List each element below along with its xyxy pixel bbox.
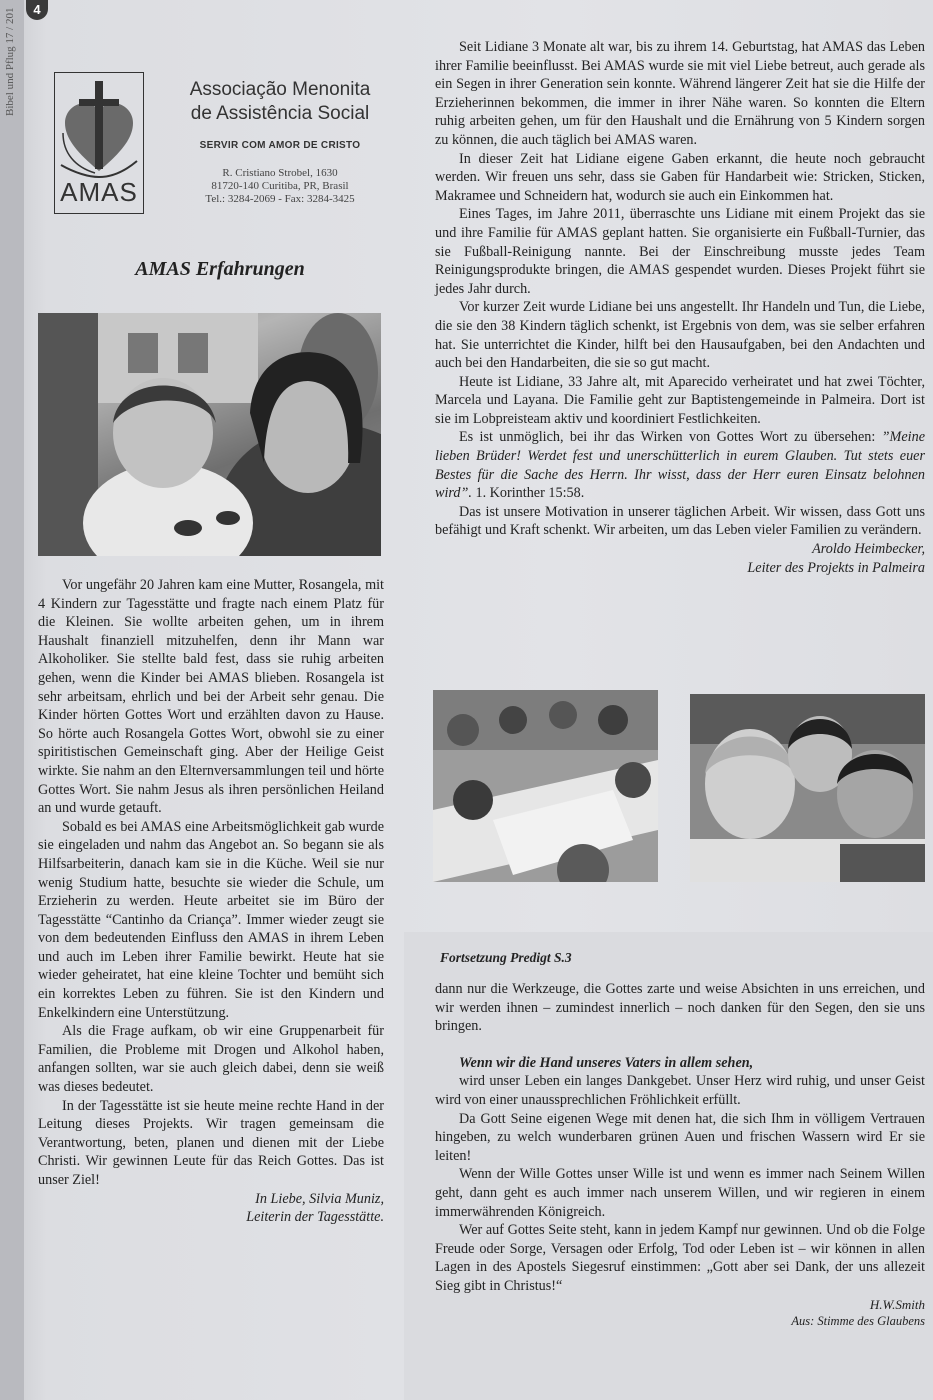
quote-intro: Es ist unmöglich, bei ihr das Wirken von Gottes Wort zu übersehen: <box>459 429 876 446</box>
page-number: 4 <box>26 0 48 20</box>
right-paragraph: Vor kurzer Zeit wurde Lidiane bei uns angestellt. Ihr Handeln und Tun, die Liebe, die sie den 38 Kindern täglich schenkt, ist Ergebnis von dem, was sie selber erfahren hat. Sie unterrichtet die Kinder, hilft bei den Hausaufgaben, bei den Andachten und auch bei den Handarbeiten, die sie so gut macht. <box>435 299 925 372</box>
amas-logo <box>54 72 144 214</box>
running-head: Bibel und Pflug 17 / 201 <box>4 8 16 117</box>
address-phone: Tel.: 3284-2069 - Fax: 3284-3425 <box>205 193 355 205</box>
bible-reference: 1. Korinther 15:58. <box>475 485 585 502</box>
right-paragraph: Heute ist Lidiane, 33 Jahre alt, mit Aparecido verheiratet und hat zwei Töchter, Marcela und Layana. Die Familie geht zur Baptistengemeinde in Palmeira. Dort ist sie im Lobpreisteam aktiv und koordiniert Festlichkeiten. <box>435 373 925 427</box>
right-column <box>435 38 925 577</box>
left-signature-role: Leiterin der Tagesstätte. <box>246 1209 384 1226</box>
photo-classroom <box>433 690 658 882</box>
left-paragraph: Als die Frage aufkam, ob wir eine Gruppenarbeit für Familien, die Probleme mit Drogen und Alkohol haben, anfangen sollten, war sie auch gleich dabei, denn sie weiß was dieses bedeutet. <box>38 1023 384 1096</box>
right-signature-name: Aroldo Heimbecker, <box>812 541 925 558</box>
org-name <box>160 78 400 126</box>
right-paragraph: Seit Lidiane 3 Monate alt war, bis zu ihrem 14. Geburtstag, hat AMAS das Leben ihrer Familie beeinflusst. Bei AMAS wurde sie mit viel Liebe betreut, auch gerade als ein Segen in ihrer Generation sein konnte. Während längerer Zeit hat sie die Hilfe der Erzieherinnen bekommen, die immer in ihrer Nähe waren. So konnten die Eltern ruhig arbeiten gehen, um für den Haushalt und die Ernährung von 5 Kindern sorgen zu können, die auch täglich bei AMAS waren. <box>435 39 925 148</box>
page-margin <box>0 0 24 1400</box>
quote-block <box>435 428 925 502</box>
bible-quote: ”Meine lieben Brüder! Werdet fest und unerschütterlich in eurem Glauben. Tut stets euer Bestes für die Sache des Herrn. Ihr wisst, dass der Herr euren Einsatz belohnen wird”. <box>435 429 925 502</box>
left-signature-name: In Liebe, Silvia Muniz, <box>255 1190 384 1207</box>
box-paragraph: dann nur die Werkzeuge, die Gottes zarte und weise Absichten in uns erreichen, und wir werden ihnen – zumindest innerlich – noch danken für den Segen, den sie uns bringen. <box>435 981 925 1035</box>
left-column <box>38 576 384 1227</box>
continuation-text <box>435 980 925 1328</box>
left-paragraph: In der Tagesstätte ist sie heute meine rechte Hand in der Leitung dieses Projekts. Wir tragen gemeinsam die Verantwortung, beten, planen und dienen mit der Liebe Christi. Wir gewinnen Leute für das Reich Gottes. Das ist unser Ziel! <box>38 1097 384 1188</box>
photo-children <box>690 694 925 882</box>
box-paragraph: wird unser Leben ein langes Dankgebet. Unser Herz wird ruhig, und unser Geist wird von einer unaussprechlichen Fröhlichkeit erfüllt. <box>435 1073 925 1108</box>
right-signature-role: Leiter des Projekts in Palmeira <box>747 559 925 576</box>
left-paragraph: Sobald es bei AMAS eine Arbeitsmöglichkeit gab wurde sie eingeladen und nahm das Angebot an. So begann sie als Hilfsarbeiterin, danach kam sie in die Küche. Weil sie nur wenig Studium hatte, besuchte sie wieder die Schule, um Erzieherin zu werden. Heute arbeitet sie im Büro der Tagesstätte “Cantinho da Criança”. Immer wieder zeugt sie von dem bedeutenden Einfluss den AMAS in ihrem Leben und auch im Leben ihrer Familie bewirkt. Heute hat sie wieder geheiratet, hat eine kleine Tochter und bemüht sich ein korrektes Leben zu führen. Sie ist den Kindern und Enkelkindern eine Unterstützung. <box>38 818 384 1021</box>
box-paragraph: Da Gott Seine eigenen Wege mit denen hat, die sich Ihm in völligem Vertrauen hingeben, zu welch wunderbaren grünen Auen und frischen Wassern wird Er sie leiten! <box>435 1110 925 1164</box>
left-paragraph: Vor ungefähr 20 Jahren kam eine Mutter, Rosangela, mit 4 Kindern zur Tagesstätte und fragte nach einem Platz für die Kleinen. Sie wollte arbeiten gehen, um in ihrem Haushalt finanziell mitzuhelfen, denn ihr Mann war Alkoholiker. Sie stellte bald fest, dass sie ruhig arbeiten gehen, wenn die Kinder bei AMAS blieben. Rosangela ist sehr arbeitsam, ehrlich und bei der Arbeit sehr genau. Die Kinder hörten Gottes Wort und erzählten davon zu Hause. So hörte auch Rosangela Gottes Wort, obwohl sie zu einer spiritistischen Gemeinschaft ging. Aber der Heilige Geist wirkte. Sie nahm an den Elternversammlungen teil und hörte Gottes Wort. Sie nahm Jesus als ihren persönlichen Heiland an und wurde getauft. <box>38 577 384 817</box>
continuation-title: Fortsetzung Predigt S.3 <box>440 950 572 965</box>
box-paragraph: Wenn der Wille Gottes unser Wille ist und wenn es immer nach Seinem Willen geht, dann geht es auch immer nach unserem Willen, und wir regieren in einem immerwährenden Königreich. <box>435 1166 925 1220</box>
box-subhead: Wenn wir die Hand unseres Vaters in allem sehen, <box>459 1054 754 1071</box>
box-paragraph: Wer auf Gottes Seite steht, kann in jedem Kampf nur gewinnen. Und ob die Folge Freude oder Sorge, Versagen oder Erfolg, Tod oder Leben ist – wir können in allen Lagen in des Apostels Siegesruf einstimmen: „Gott aber sei Dank, der uns allezeit Sieg gibt in Christus!“ <box>435 1222 925 1294</box>
photo-illustration <box>38 313 381 556</box>
photo-mother-and-child <box>38 313 381 556</box>
logo-text: AMAS <box>60 177 138 207</box>
right-paragraph: Eines Tages, im Jahre 2011, überraschte uns Lidiane mit einem Projekt das sie und ihre Familie für AMAS geplant hatten. Sie organisierte ein Fußball-Turnier, das sie Fußball-Reinigung nannte. Bei der Einschreibung musste jedes Team Reinigungsprodukte bringen, die AMAS gespendet wurden. Dieses Projekt führt sie jedes Jahr durch. <box>435 206 925 297</box>
photo-illustration <box>690 694 925 882</box>
box-source: Aus: Stimme des Glaubens <box>791 1314 925 1329</box>
address-street: R. Cristiano Strobel, 1630 <box>222 167 338 179</box>
org-name-line2: de Assistência Social <box>190 103 370 124</box>
org-name-line1: Associação Menonita <box>189 79 371 100</box>
article-title: AMAS Erfahrungen <box>135 258 305 280</box>
address-city: 81720-140 Curitiba, PR, Brasil <box>211 180 349 192</box>
right-paragraph: In dieser Zeit hat Lidiane eigene Gaben erkannt, die heute noch gebraucht werden. Wir freuen uns sehr, dass sie Gaben für Handarbeit wie: Stricken, Sticken, Makramee und Schneidern hat, wodurch sie auch ein Einkommen hat. <box>435 150 925 204</box>
photo-illustration <box>433 690 658 882</box>
org-address <box>160 167 400 206</box>
org-slogan: SERVIR COM AMOR DE CRISTO <box>199 140 361 151</box>
closing-paragraph: Das ist unsere Motivation in unserer täglichen Arbeit. Wir wissen, dass Gott uns befähigt und Kraft schenkt. Wir arbeiten, um das Leben vieler Familien zu verändern. <box>435 503 925 539</box>
box-author: H.W.Smith <box>869 1296 925 1312</box>
